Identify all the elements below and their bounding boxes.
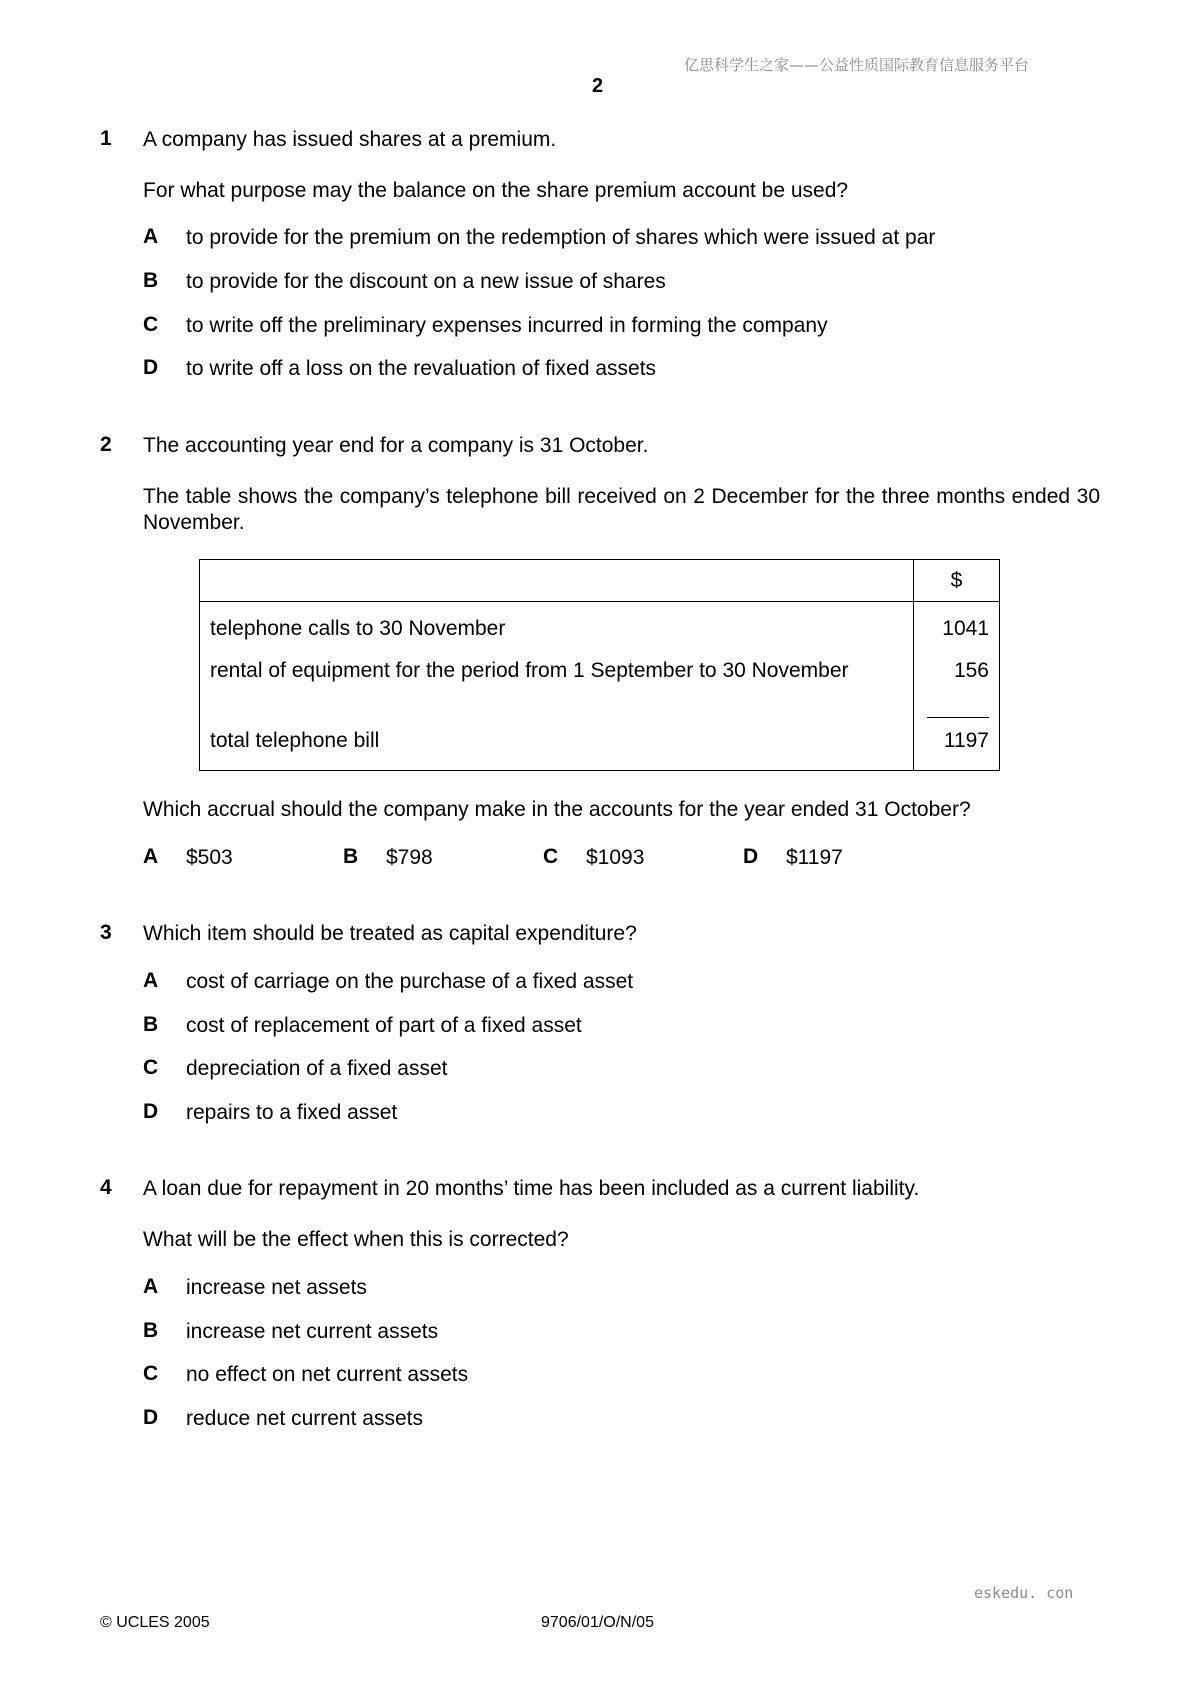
bill-total-amount: 1197 bbox=[943, 729, 989, 752]
question-number: 2 bbox=[100, 433, 112, 456]
question-text: Which accrual should the company make in the accounts for the year ended 31 October? bbox=[143, 798, 971, 821]
option-letter: A bbox=[143, 225, 159, 248]
option-letter: C bbox=[143, 313, 159, 336]
option-letter: B bbox=[343, 845, 359, 868]
table-header-blank bbox=[200, 560, 914, 602]
question-stem: A company has issued shares at a premium. bbox=[143, 128, 557, 151]
question-stem: The accounting year end for a company is 31 October. bbox=[143, 434, 649, 457]
option-text: $1197 bbox=[786, 846, 843, 869]
bill-total-label: total telephone bill bbox=[210, 729, 380, 752]
option-letter: D bbox=[143, 1406, 159, 1429]
option-letter: C bbox=[543, 845, 559, 868]
option-text: reduce net current assets bbox=[186, 1407, 423, 1430]
question-prompt: For what purpose may the balance on the share premium account be used? bbox=[143, 179, 849, 202]
footer-watermark: eskedu. con bbox=[974, 1584, 1074, 1602]
copyright: © UCLES 2005 bbox=[100, 1614, 210, 1631]
option-letter: C bbox=[143, 1056, 159, 1079]
bill-item-label: rental of equipment for the period from 1 September to 30 November bbox=[210, 659, 849, 682]
table-body-row bbox=[200, 602, 1000, 771]
option-text: repairs to a fixed asset bbox=[186, 1101, 398, 1124]
option-letter: A bbox=[143, 969, 159, 992]
option-letter: D bbox=[143, 1100, 159, 1123]
paper-code: 9706/01/O/N/05 bbox=[541, 1614, 654, 1631]
question-stem: Which item should be treated as capital expenditure? bbox=[143, 922, 637, 945]
option-text: to provide for the discount on a new issue of shares bbox=[186, 270, 666, 293]
option-letter: C bbox=[143, 1362, 159, 1385]
page-number: 2 bbox=[592, 75, 604, 97]
option-text: increase net assets bbox=[186, 1276, 367, 1299]
option-text: no effect on net current assets bbox=[186, 1363, 469, 1386]
option-letter: D bbox=[143, 356, 159, 379]
question-number: 1 bbox=[100, 127, 112, 150]
telephone-bill-table bbox=[199, 559, 1000, 771]
option-text: to write off a loss on the revaluation of fixed assets bbox=[186, 357, 657, 380]
question-prompt: What will be the effect when this is corrected? bbox=[143, 1228, 569, 1251]
table-header-row bbox=[200, 560, 1000, 602]
question-number: 4 bbox=[100, 1176, 112, 1199]
bill-item-amount: 156 bbox=[953, 659, 989, 682]
question-stem: A loan due for repayment in 20 months’ time has been included as a current liability. bbox=[143, 1177, 920, 1200]
option-text: to write off the preliminary expenses incurred in forming the company bbox=[186, 314, 828, 337]
option-text: to provide for the premium on the redemption of shares which were issued at par bbox=[186, 226, 936, 249]
option-text: increase net current assets bbox=[186, 1320, 439, 1343]
total-underline bbox=[914, 700, 989, 728]
option-letter: B bbox=[143, 269, 159, 292]
question-prompt: The table shows the company’s telephone bill received on 2 December for the three months ended 30 November. bbox=[143, 485, 1100, 534]
option-text: cost of replacement of part of a fixed asset bbox=[186, 1014, 582, 1037]
option-letter: B bbox=[143, 1013, 159, 1036]
option-letter: B bbox=[143, 1319, 159, 1342]
option-letter: D bbox=[743, 845, 759, 868]
header-watermark: 亿思科学生之家——公益性质国际教育信息服务平台 bbox=[684, 56, 1030, 74]
question-number: 3 bbox=[100, 921, 112, 944]
option-text: depreciation of a fixed asset bbox=[186, 1057, 448, 1080]
bill-item-amount: 1041 bbox=[942, 617, 989, 640]
option-letter: A bbox=[143, 845, 159, 868]
option-text: cost of carriage on the purchase of a fixed asset bbox=[186, 970, 634, 993]
bill-item-label: telephone calls to 30 November bbox=[210, 617, 506, 640]
option-text: $503 bbox=[186, 846, 233, 869]
option-letter: A bbox=[143, 1275, 159, 1298]
currency-header: $ bbox=[914, 560, 1000, 602]
option-text: $798 bbox=[386, 846, 433, 869]
option-text: $1093 bbox=[586, 846, 645, 869]
